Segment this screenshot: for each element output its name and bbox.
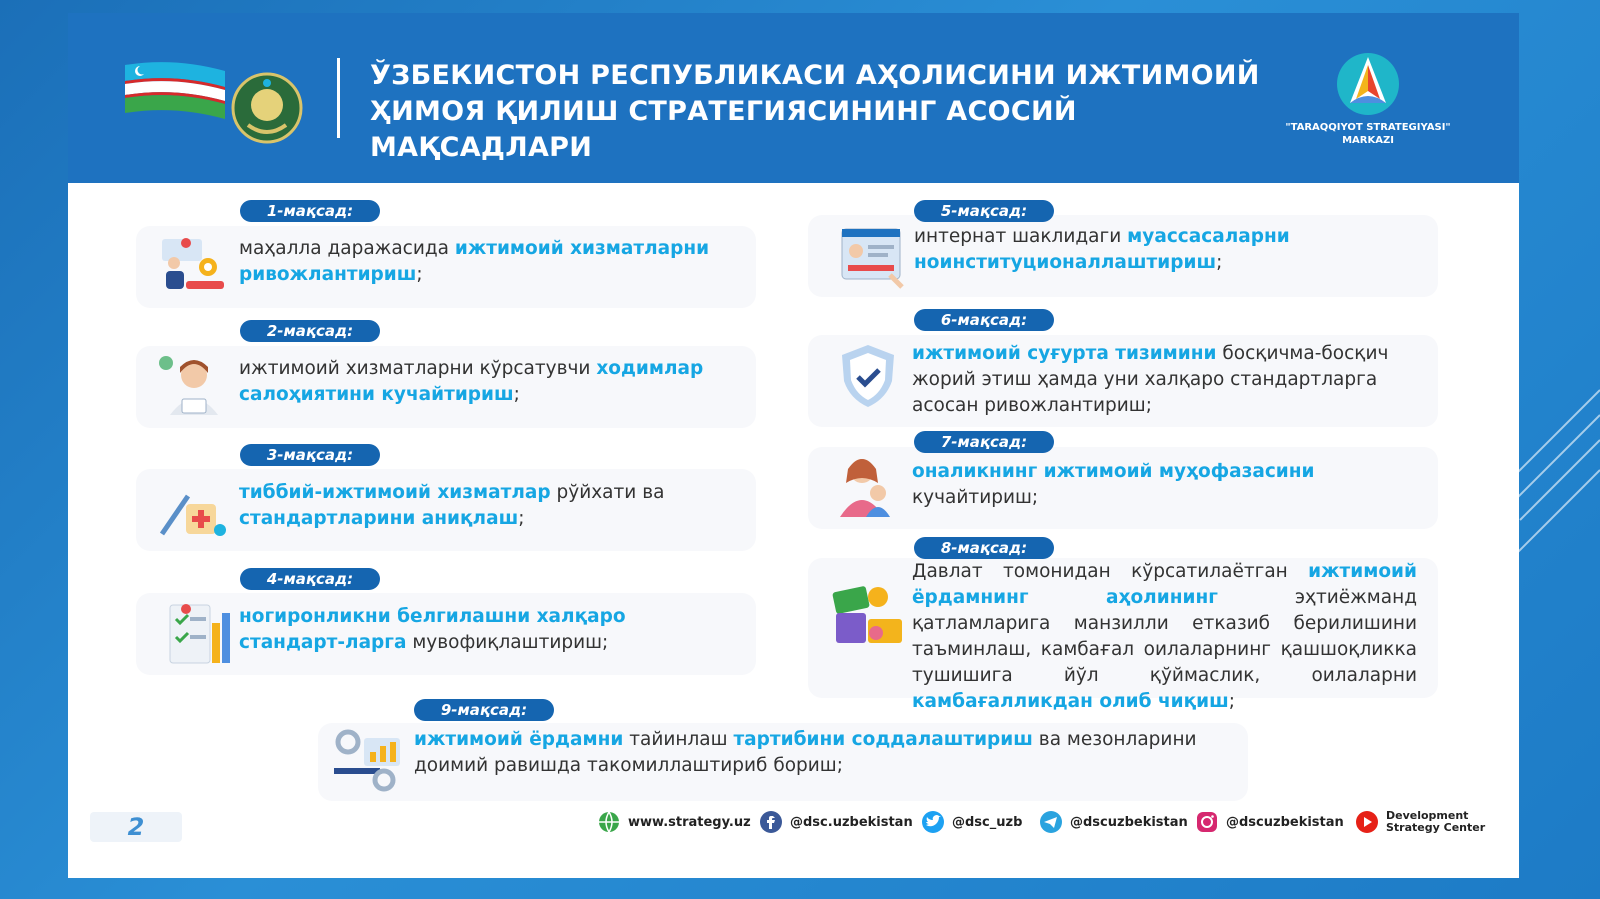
youtube-icon	[1354, 810, 1380, 834]
youtube-link[interactable]: Development Strategy Center	[1354, 810, 1485, 834]
page-title	[370, 58, 1270, 166]
checklist-icon	[156, 601, 232, 667]
instagram-icon	[1194, 810, 1220, 834]
page-number: 2	[90, 812, 182, 842]
goal-2-label: 2-мақсад:	[240, 320, 380, 342]
dsc-logo-icon	[1328, 51, 1408, 117]
decorative-lines	[1510, 380, 1600, 580]
staff-icon	[156, 353, 232, 419]
logo-line-1: "TARAQQIYOT STRATEGIYASI"	[1285, 122, 1451, 133]
goal-8-text: Давлат томонидан кўрсатилаётган ижтимоий ёрдамнинг аҳолининг эҳтиёжманд қатламларига манзилли етказиб берилишини таъминлаш, камбағал оилаларнинг қашшоқликка тушишига йўл қўймаслик, оилаларни камбағалликдан олиб чиқиш;	[912, 561, 1417, 712]
telegram-link[interactable]: @dscuzbekistan	[1038, 810, 1188, 834]
goal-7-label: 7-мақсад:	[914, 431, 1054, 453]
gears-chart-icon	[330, 728, 406, 794]
goal-6-label: 6-мақсад:	[914, 309, 1054, 331]
title-line-2: ҲИМОЯ ҚИЛИШ СТРАТЕГИЯСИНИНГ АСОСИЙ МАҚСАДЛАРИ	[370, 96, 1077, 163]
facebook-link[interactable]: @dsc.uzbekistan	[758, 810, 913, 834]
state-emblem-icon	[228, 69, 306, 147]
facebook-icon	[758, 810, 784, 834]
footer	[68, 798, 1519, 848]
social-services-icon	[156, 233, 232, 299]
instagram-link[interactable]: @dscuzbekistan	[1194, 810, 1344, 834]
goal-3-text: тиббий-ижтимоий хизматлар рўйхати ва стандартларини аниқлаш;	[239, 482, 665, 529]
goal-7-text: оналикнинг ижтимоий муҳофазасини кучайтириш;	[912, 461, 1315, 508]
goal-1-text: маҳалла даражасида ижтимоий хизматларни ривожлантириш;	[239, 238, 710, 285]
goal-4-label: 4-мақсад:	[240, 568, 380, 590]
twitter-icon	[920, 810, 946, 834]
medical-icon	[156, 476, 232, 542]
website-link[interactable]: www.strategy.uz	[596, 810, 751, 834]
uzbekistan-flag-icon	[120, 57, 230, 123]
goal-5-text: интернат шаклидаги муассасаларни ноинституционаллаштириш;	[914, 226, 1290, 273]
goal-1-label: 1-мақсад:	[240, 200, 380, 222]
goal-9-label: 9-мақсад:	[414, 699, 554, 721]
slide	[68, 13, 1519, 878]
goal-2-text: ижтимоий хизматларни кўрсатувчи ходимлар салоҳиятини кучайтириш;	[239, 358, 704, 405]
header-divider	[337, 58, 340, 138]
logo-line-2: MARKAZI	[1342, 135, 1394, 146]
globe-icon	[596, 810, 622, 834]
goal-5-label: 5-мақсад:	[914, 200, 1054, 222]
dsc-logo	[1248, 51, 1488, 161]
telegram-icon	[1038, 810, 1064, 834]
goal-6-text: ижтимоий суғурта тизимини босқичма-босқич жорий этиш ҳамда уни халқаро стандартларга асосан ривожлантириш;	[912, 343, 1389, 416]
title-line-1: ЎЗБЕКИСТОН РЕСПУБЛИКАСИ АҲОЛИСИНИ ИЖТИМОИЙ	[370, 60, 1260, 91]
mother-child-icon	[832, 453, 908, 519]
goal-8-label: 8-мақсад:	[914, 537, 1054, 559]
goal-9-text: ижтимоий ёрдамни тайинлаш тартибини соддалаштириш ва мезонларини доимий равишда такомиллаштириб бориш;	[414, 729, 1197, 776]
twitter-link[interactable]: @dsc_uzb	[920, 810, 1022, 834]
shield-check-icon	[830, 343, 906, 409]
money-aid-icon	[830, 583, 906, 649]
header	[68, 13, 1519, 183]
goal-4-text: ногиронликни белгилашни халқаро стандарт-ларга мувофиқлаштириш;	[239, 606, 626, 653]
goal-3-label: 3-мақсад:	[240, 444, 380, 466]
web-page-icon	[836, 225, 912, 291]
